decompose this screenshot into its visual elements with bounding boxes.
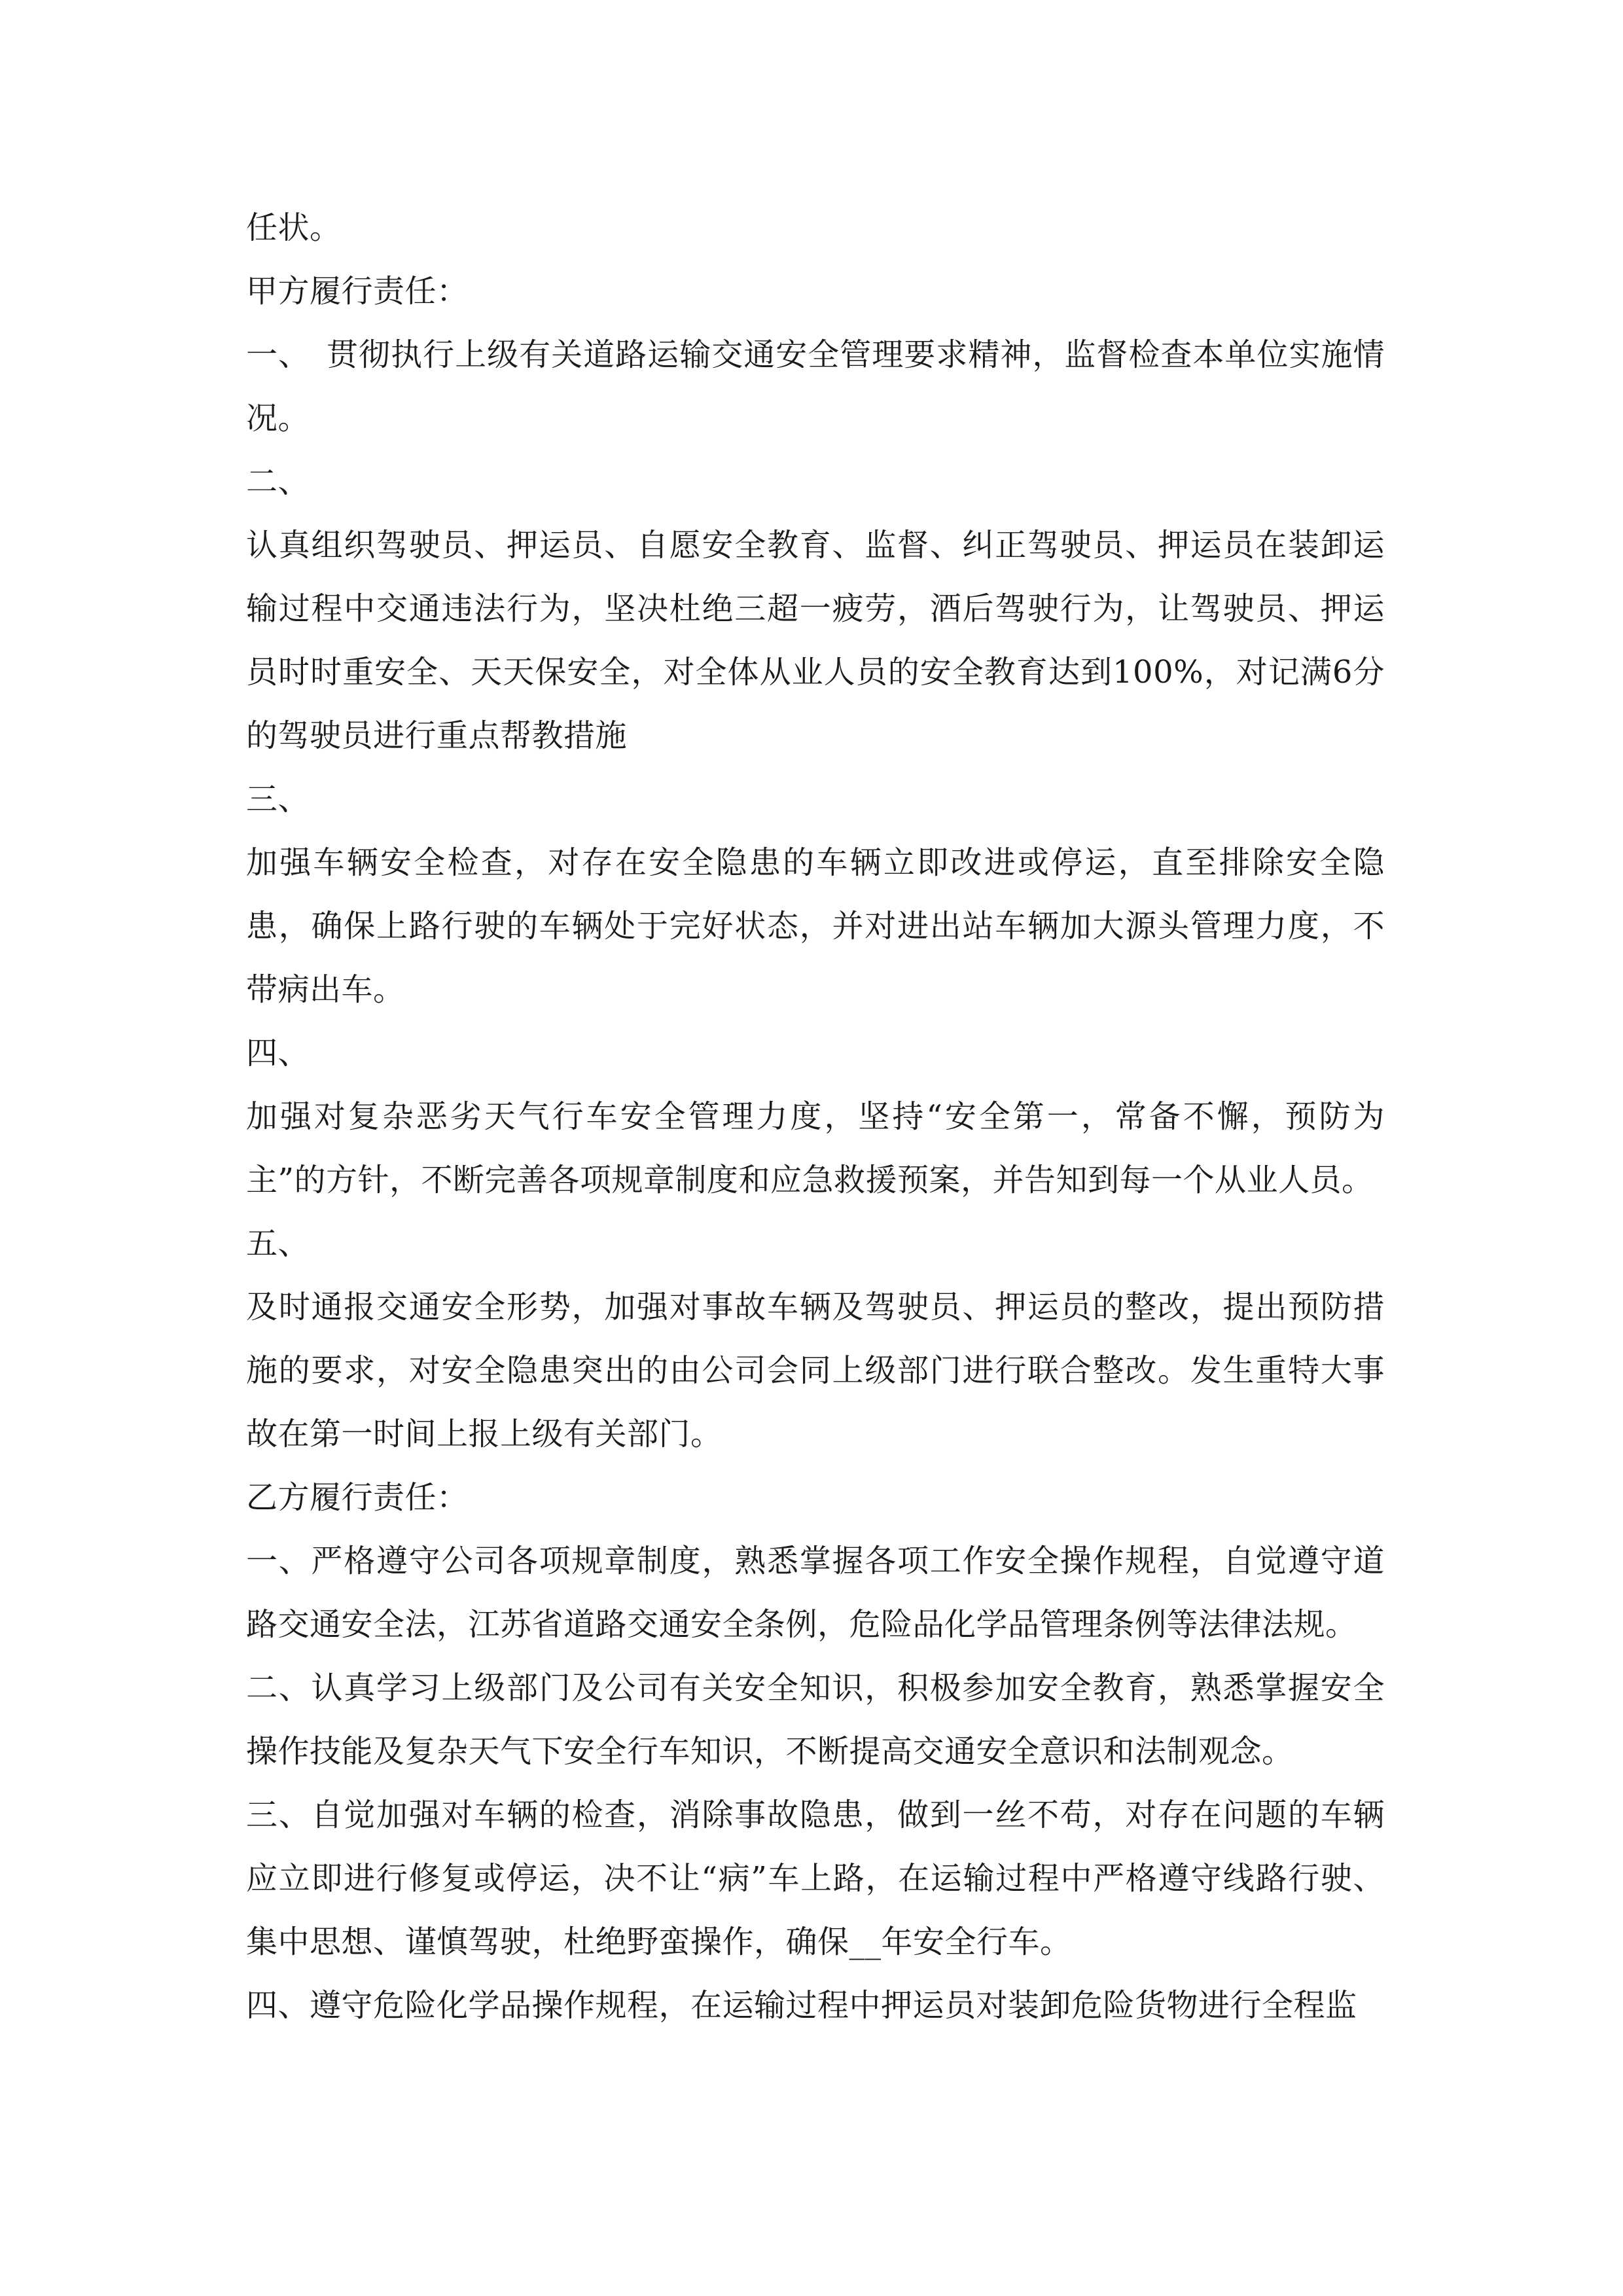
party-b-item-2: 二、认真学习上级部门及公司有关安全知识，积极参加安全教育，熟悉掌握安全操作技能及复杂天气下安全行车知识，不断提高交通安全意识和法制观念。 bbox=[246, 1670, 1385, 1770]
party-a-item-4-number: 四、 bbox=[246, 1035, 310, 1071]
party-a-item-4-text: 加强对复杂恶劣天气行车安全管理力度，坚持“安全第一，常备不懈，预防为主”的方针，不断完善各项规章制度和应急救援预案，并告知到每一个从业人员。 bbox=[246, 1098, 1385, 1198]
party-a-item-2-number: 二、 bbox=[246, 463, 310, 500]
heading-party-a-duties: 甲方履行责任： bbox=[246, 273, 469, 310]
party-b-item-1: 一、严格遵守公司各项规章制度，熟悉掌握各项工作安全操作规程，自觉遵守道路交通安全法，江苏省道路交通安全条例，危险品化学品管理条例等法律法规。 bbox=[246, 1543, 1385, 1643]
party-a-item-5-number: 五、 bbox=[246, 1225, 310, 1262]
party-a-item-5-text: 及时通报交通安全形势，加强对事故车辆及驾驶员、押运员的整改，提出预防措施的要求，对安全隐患突出的由公司会同上级部门进行联合整改。发生重特大事故在第一时间上报上级有关部门。 bbox=[246, 1289, 1385, 1452]
party-b-item-3: 三、自觉加强对车辆的检查，消除事故隐患，做到一丝不苟，对存在问题的车辆应立即进行修复或停运，决不让“病”车上路，在运输过程中严格遵守线路行驶、集中思想、谨慎驾驶，杜绝野蛮操作，确保__年安全行车。 bbox=[246, 1797, 1385, 1960]
party-b-item-4: 四、遵守危险化学品操作规程，在运输过程中押运员对装卸危险货物进行全程监 bbox=[246, 1987, 1357, 2024]
party-a-item-3-text: 加强车辆安全检查，对存在安全隐患的车辆立即改进或停运，直至排除安全隐患，确保上路行驶的车辆处于完好状态，并对进出站车辆加大源头管理力度，不带病出车。 bbox=[246, 844, 1385, 1008]
party-a-item-1: 一、 贯彻执行上级有关道路运输交通安全管理要求精神，监督检查本单位实施情况。 bbox=[246, 336, 1385, 437]
paragraph-continuation: 任状。 bbox=[246, 209, 342, 246]
heading-party-b-duties: 乙方履行责任： bbox=[246, 1479, 469, 1516]
document-body bbox=[246, 196, 1385, 2037]
party-a-item-3-number: 三、 bbox=[246, 781, 310, 817]
party-a-item-2-text: 认真组织驾驶员、押运员、自愿安全教育、监督、纠正驾驶员、押运员在装卸运输过程中交通违法行为，坚决杜绝三超一疲劳，酒后驾驶行为，让驾驶员、押运员时时重安全、天天保安全，对全体从业人员的安全教育达到100%，对记满6分的驾驶员进行重点帮教措施 bbox=[246, 527, 1385, 754]
